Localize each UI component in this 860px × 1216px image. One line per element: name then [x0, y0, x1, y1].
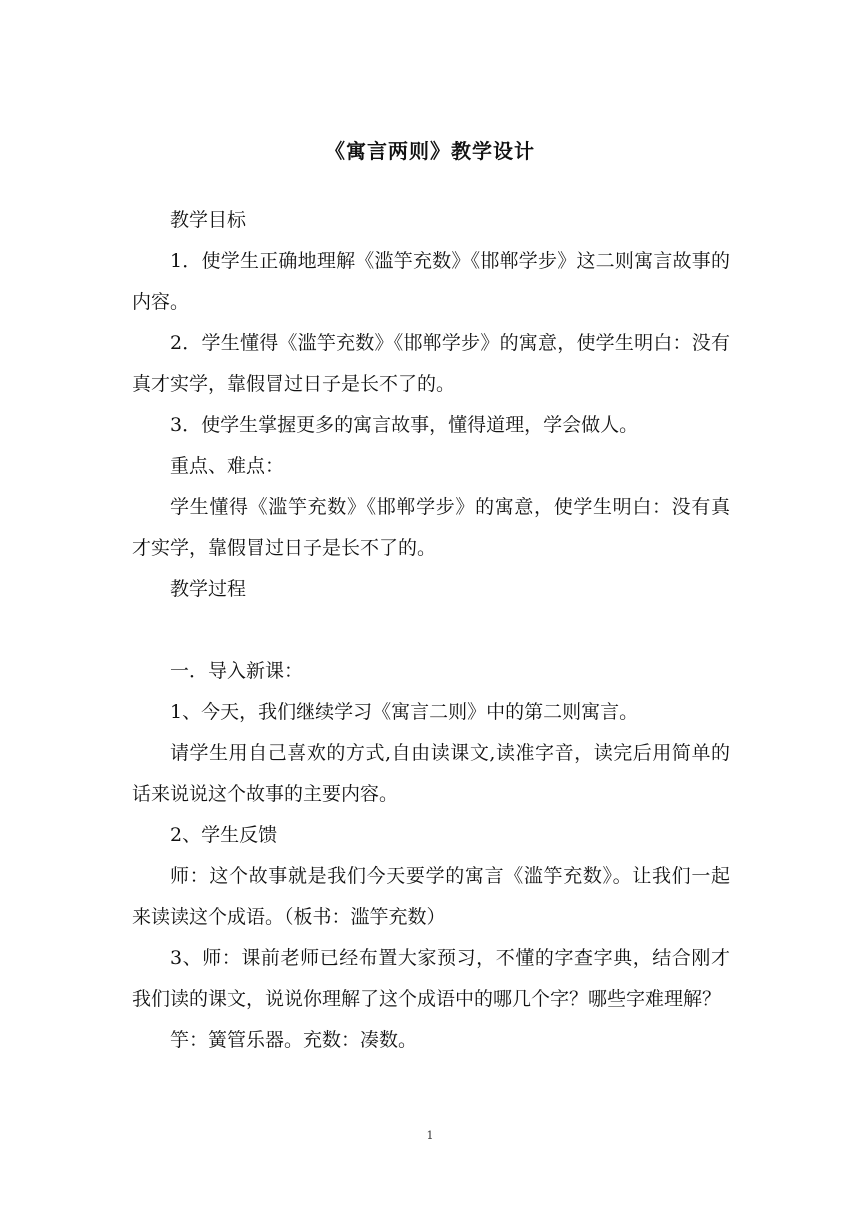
step-2: 2、学生反馈	[170, 824, 278, 846]
key-points-text: 学生懂得《滥竽充数》《邯郸学步》的寓意，使学生明白：没有真才实学，靠假冒过日子是长不了的。	[132, 496, 730, 559]
goal-2: 2．学生懂得《滥竽充数》《邯郸学步》的寓意，使学生明白：没有真才实学，靠假冒过日子是长不了的。	[132, 332, 730, 395]
goal-1: 1．使学生正确地理解《滥竽充数》《邯郸学步》这二则寓言故事的内容。	[132, 250, 730, 313]
word-definitions: 竽：簧管乐器。充数：凑数。	[170, 1029, 418, 1051]
step-1: 1、今天，我们继续学习《寓言二则》中的第二则寓言。	[170, 701, 639, 723]
goal-3: 3．使学生掌握更多的寓言故事，懂得道理，学会做人。	[170, 414, 639, 436]
heading-teaching-process: 教学过程	[170, 578, 247, 600]
blank-line	[132, 610, 730, 651]
page-number: 1	[426, 1129, 434, 1142]
step-2-detail: 师：这个故事就是我们今天要学的寓言《滥竽充数》。让我们一起来读读这个成语。（板书：滥竽充数）	[132, 865, 730, 928]
heading-key-points: 重点、难点：	[170, 455, 285, 477]
section-introduction: 一．导入新课：	[170, 660, 304, 682]
document-body	[132, 200, 730, 1061]
document-title: 《寓言两则》教学设计	[325, 139, 535, 163]
heading-teaching-goals: 教学目标	[170, 209, 247, 231]
step-3: 3、师：课前老师已经布置大家预习，不懂的字查字典，结合刚才我们读的课文，说说你理解了这个成语中的哪几个字？哪些字难理解？	[132, 947, 730, 1010]
step-1-detail: 请学生用自己喜欢的方式,自由读课文,读准字音，读完后用简单的话来说说这个故事的主要内容。	[132, 742, 730, 805]
